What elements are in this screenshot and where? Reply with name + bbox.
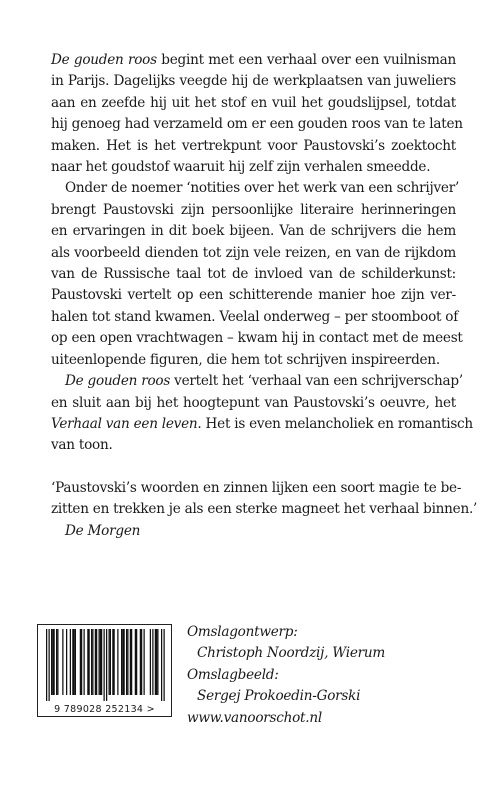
barcode-bar (141, 629, 142, 695)
paragraph-schrijverschap (51, 371, 473, 457)
barcode-bar (75, 629, 76, 695)
barcode-bar (99, 629, 100, 695)
text-line: naar het goudstof waaruit hij zelf zijn verhalen smeedde. (51, 159, 431, 176)
cover-image-label: Omslagbeeld: (187, 666, 279, 683)
barcode-bar (155, 629, 156, 695)
text-line: uiteenlopende figuren, die hem tot schrijven inspireerden. (51, 351, 440, 368)
barcode-bar (74, 629, 75, 695)
barcode-bar (109, 629, 110, 695)
barcode-bar (124, 629, 125, 695)
barcode-bar (66, 629, 67, 695)
barcode-bar (96, 629, 97, 695)
barcode-bar (135, 629, 136, 695)
book-title-italic: De gouden roos (65, 373, 171, 390)
text-line: maken. Het is het vertrekpunt voor Paustovski’s zoektocht (51, 137, 456, 154)
barcode-bar (62, 629, 63, 695)
text-line: van toon. (51, 437, 113, 454)
quote-source: De Morgen (65, 522, 141, 539)
barcode-bar (84, 629, 85, 695)
barcode-bar (152, 629, 153, 695)
quote-line: zitten en trekken je als een sterke magneet het verhaal binnen.’ (51, 501, 478, 518)
book-title-italic: De gouden roos (51, 52, 157, 68)
barcode-bar (112, 629, 113, 695)
text-span: begint met een verhaal over een vuilnisman (156, 52, 457, 68)
barcode-bar (80, 629, 81, 695)
text-line (51, 371, 463, 392)
barcode-bar (130, 629, 131, 695)
barcode-bar (87, 629, 88, 695)
text-line: als voorbeeld dienden tot zijn vele reizen, en van de rijkdom (51, 244, 456, 261)
text-line: aan en zeefde hij uit het stof en vuil het goudslijpsel, totdat (51, 94, 456, 111)
barcode-bar (144, 629, 145, 695)
barcode-bar (117, 629, 118, 695)
barcode-bar (104, 629, 105, 701)
barcode-bar (49, 629, 50, 701)
barcode-bar (51, 629, 52, 695)
barcode-bar (56, 629, 57, 695)
barcode-bar (126, 629, 127, 695)
colophon-credits (187, 622, 477, 729)
barcode-bars (42, 629, 167, 702)
barcode-digits: 9 789028 252134 > (54, 704, 155, 715)
barcode-bar (114, 629, 115, 695)
barcode-bar (122, 629, 123, 695)
press-quote (51, 478, 478, 542)
barcode-bar (136, 629, 137, 695)
barcode-bar (127, 629, 128, 695)
isbn-barcode (37, 624, 172, 717)
barcode-bar (101, 629, 102, 695)
barcode-bar (89, 629, 90, 695)
barcode-bar (54, 629, 55, 695)
text-line: en ervaringen in dit boek bijeen. Van de schrijvers die hem (51, 223, 456, 240)
cover-design-name: Christoph Noordzij, Wierum (197, 645, 386, 662)
text-line: op een open vrachtwagen – kwam hij in contact met de meest (51, 330, 463, 347)
barcode-bar (92, 629, 93, 695)
barcode-bar (110, 629, 111, 695)
barcode-bar (157, 629, 158, 695)
barcode-bar (121, 629, 122, 695)
barcode-bar (46, 629, 47, 701)
barcode-bar (70, 629, 71, 695)
book-title-italic: Verhaal van een leven. (51, 415, 202, 432)
blurb-text (51, 50, 478, 542)
text-span: vertelt het ‘verhaal van een schrijverschap’ (170, 373, 463, 390)
cover-image-name: Sergej Prokoedin-Gorski (197, 688, 361, 705)
text-line: brengt Paustovski zijn persoonlijke literaire herinneringen (51, 201, 456, 218)
barcode-bar (57, 629, 58, 695)
text-line: hij genoeg had verzameld om er een gouden roos van te laten (51, 116, 463, 133)
barcode-bar (131, 629, 132, 695)
barcode-bar (52, 629, 53, 695)
barcode-bar (150, 629, 151, 695)
text-line (51, 50, 456, 71)
paragraph-gap (51, 457, 456, 478)
paragraph-notities (51, 178, 463, 371)
publisher-website: www.vanoorschot.nl (187, 709, 322, 726)
text-line: Onder de noemer ‘notities over het werk van een schrijver’ (65, 180, 460, 197)
barcode-bar (164, 629, 165, 701)
text-span: Het is even melancholiek en romantisch (201, 415, 473, 432)
text-line: halen tot stand kwamen. Veelal onderweg – per stoomboot of (51, 308, 459, 325)
text-line (51, 414, 473, 435)
barcode-bar (72, 629, 73, 695)
barcode-bar (81, 629, 82, 695)
barcode-bar (100, 629, 101, 695)
text-line: Paustovski vertelt op een schitterende manier hoe zijn ver- (51, 287, 456, 304)
barcode-bar (95, 629, 96, 695)
paragraph-intro (51, 50, 463, 178)
barcode-bar (140, 629, 141, 695)
barcode-bar (91, 629, 92, 695)
cover-design-label: Omslagontwerp: (187, 624, 298, 640)
text-line: van de Russische taal tot de invloed van de schilderkunst: (51, 266, 456, 283)
barcode-bar (161, 629, 162, 701)
text-line: en sluit aan bij het hoogtepunt van Paustovski’s oeuvre, het (51, 394, 456, 411)
text-line: in Parijs. Dagelijks veegde hij de werkplaatsen van juweliers (51, 73, 456, 90)
barcode-bar (156, 629, 157, 695)
barcode-bar (106, 629, 107, 701)
quote-line: ‘Paustovski’s woorden en zinnen lijken een soort magie te be- (51, 479, 462, 496)
